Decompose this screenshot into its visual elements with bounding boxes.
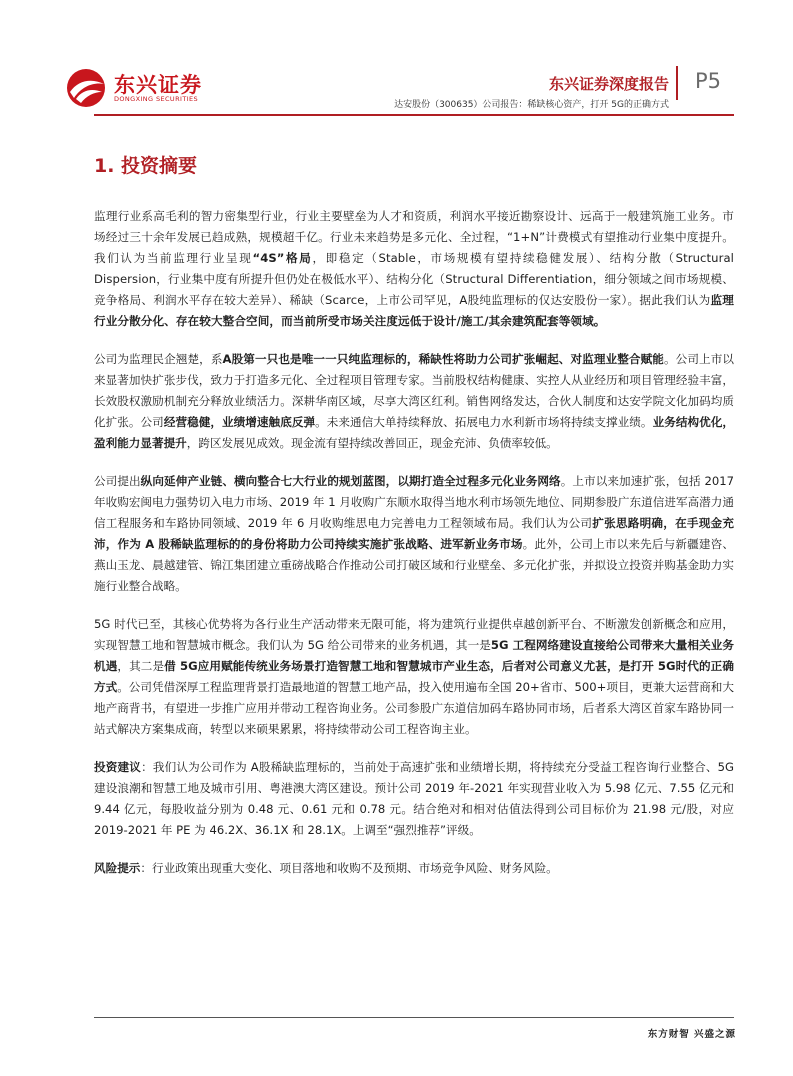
report-title: 东兴证券深度报告 (548, 75, 669, 93)
bold-text-run: 投资建议 (94, 760, 142, 774)
logo-english-text: DONGXING SECURITIES (114, 95, 199, 103)
text-run: 。上市以来加速扩张，包括 2017 年收购宏闽电力强势切入电力市场、2019 年 1 月收购广东顺水取得当地水利市场领先地位、同期参股广东道信进军高潜力通信工程服务和车路协同领域、2019 年 6 月收购维思电力完善电力工程领域布局。我们认为公司 (94, 474, 734, 530)
paragraph-risk-warning (94, 858, 734, 879)
text-run: 公司提出 (94, 474, 141, 488)
bold-text-run: A股第一只也是唯一一只纯监理标的，稀缺性将助力公司扩张崛起、对监理业整合赋能 (222, 352, 664, 366)
text-run: ，其二是 (117, 659, 165, 673)
report-subtitle: 达安股份（300635）公司报告：稀缺核心资产，打开 5G的正确方式 (394, 100, 669, 110)
text-run: 。公司凭借深厚工程监理背景打造最地道的智慧工地产品，投入使用遍布全国 20+省市、500+项目，更兼大运营商和大地产商背书，有望进一步推广应用并带动工程咨询业务。公司参股广东道信加码车路协同市场，后者系大湾区首家车路协同一站式解决方案集成商，转型以来硕果累累，将持续带动公司工程咨询主业。 (94, 680, 734, 736)
bold-text-run: 扩张思路明确，在手现金充沛，作为 A 股稀缺监理标的的身份将助力公司持续实施扩张战略、进军新业务市场 (94, 516, 734, 551)
section-title: 1. 投资摘要 (94, 155, 198, 177)
paragraph-industry (94, 206, 734, 332)
paragraph-5g (94, 614, 734, 740)
text-run: 。未来通信大单持续释放、拓展电力水利新市场将持续支撑业绩。 (315, 415, 653, 429)
bold-text-run: 5G 工程网络建设直接给公司带来大量相关业务机遇 (94, 638, 734, 673)
footer-rule (94, 1017, 734, 1018)
text-run: 监理行业系高毛利的智力密集型行业，行业主要壁垒为人才和资质，利润水平接近勘察设计、远高于一般建筑施工业务。市场经过三十余年发展已趋成熟，规模超千亿。行业未来趋势是多元化、全过程，“1+N”计费模式有望推动行业集中度提升。我们认为当前监理行业呈现 (94, 209, 734, 265)
dongxing-logo-icon (66, 68, 108, 108)
company-logo (66, 68, 216, 108)
text-run: ，即稳定（Stable，市场规模有望持续稳健发展）、结构分散（Structural Dispersion，行业集中度有所提升但仍处在极低水平）、结构分化（Structural Differentiation，细分领域之间市场规模、竞争格局、利润水平存在较大差异）、稀缺（Scarce，上市公司罕见，A股纯监理标的仅达安股份一家）。据此我们认为 (94, 251, 734, 307)
paragraph-expansion (94, 471, 734, 597)
text-run: ：我们认为公司作为 A股稀缺监理标的，当前处于高速扩张和业绩增长期，将持续充分受益工程咨询行业整合、5G 建设浪潮和智慧工地及城市引用、粤港澳大湾区建设。预计公司 2019 年-2021 年实现营业收入为 5.98 亿元、7.55 亿元和 9.44 亿元，每股收益分别为 0.48 元、0.61 元和 0.78 元。结合绝对和相对估值法得到公司目标价为 21.98 元/股，对应 2019-2021 年 PE 为 46.2X、36.1X 和 28.1X。上调至“强烈推荐”评级。 (94, 760, 734, 837)
bold-text-run: 业务结构优化，盈利能力显著提升 (94, 415, 734, 450)
bold-text-run: 风险提示 (94, 861, 141, 875)
header-divider (676, 66, 678, 100)
paragraph-investment-advice (94, 757, 734, 841)
bold-text-run: 借 5G应用赋能传统业务场景打造智慧工地和智慧城市产业生态，后者对公司意义尤甚，是打开 5G时代的正确方式 (94, 659, 734, 694)
header-rule (94, 114, 734, 116)
bold-text-run: 监理行业分散分化、存在较大整合空间，而当前所受市场关注度远低于设计/施工/其余建筑配套等领域。 (94, 293, 735, 328)
text-run: 。公司上市以来显著加快扩张步伐，致力于打造多元化、全过程项目管理专家。当前股权结构健康、实控人从业经历和项目管理经验丰富，长效股权激励机制充分释放业绩活力。深耕华南区域，尽享大湾区红利。销售网络发达，合伙人制度和达安学院文化加码均质化扩张。公司 (94, 352, 734, 429)
page-number: P5 (695, 69, 722, 93)
footer-slogan: 东方财智 兴盛之源 (647, 1029, 736, 1040)
paragraph-company (94, 349, 734, 454)
text-run: 5G 时代已至，其核心优势将为各行业生产活动带来无限可能，将为建筑行业提供卓越创新平台、不断激发创新概念和应用，实现智慧工地和智慧城市概念。我们认为 5G 给公司带来的业务机遇，其一是 (94, 617, 734, 652)
bold-text-run: “4S”格局 (252, 251, 313, 265)
bold-text-run: 纵向延伸产业链、横向整合七大行业的规划蓝图，以期打造全过程多元化业务网络 (140, 474, 561, 488)
body-content (94, 206, 734, 896)
logo-chinese-text: 东兴证券 (114, 73, 202, 97)
text-run: ，跨区发展见成效。现金流有望持续改善回正，现金充沛、负债率较低。 (186, 436, 558, 450)
text-run: 。此外，公司上市以来先后与新疆建咨、燕山玉龙、晨越建管、锦江集团建立重磅战略合作推动公司打破区域和行业壁垒、多元化扩张，并拟设立投资并购基金助力实施行业整合战略。 (94, 537, 734, 593)
text-run: 公司为监理民企翘楚，系 (94, 352, 223, 366)
bold-text-run: 经营稳健，业绩增速触底反弹 (163, 415, 316, 429)
text-run: ：行业政策出现重大变化、项目落地和收购不及预期、市场竞争风险、财务风险。 (140, 861, 558, 875)
